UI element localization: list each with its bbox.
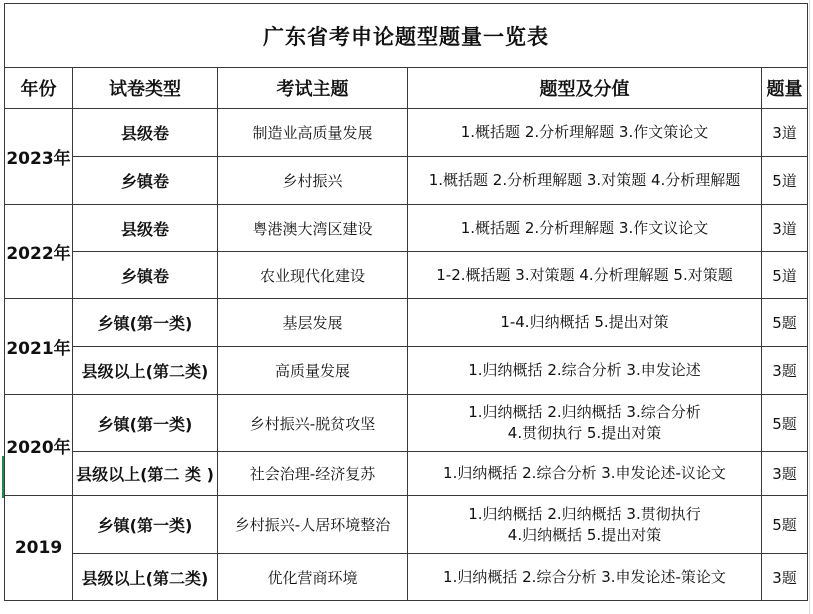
year-cell: 2020年 bbox=[5, 395, 73, 496]
paper-type-cell: 县级卷 bbox=[73, 109, 218, 157]
question-types-cell bbox=[408, 299, 762, 347]
theme-cell: 乡村振兴 bbox=[218, 157, 408, 205]
year-cell: 2023年 bbox=[5, 109, 73, 205]
header-paper-type: 试卷类型 bbox=[73, 68, 218, 109]
qt-line: 1.概括题 2.分析理解题 3.作文策论文 bbox=[460, 123, 709, 141]
paper-type-cell: 县级以上(第二 类 ) bbox=[73, 452, 218, 496]
paper-type-cell: 县级卷 bbox=[73, 205, 218, 252]
count-cell: 5题 bbox=[762, 299, 808, 347]
year-cell: 2019 bbox=[5, 496, 73, 601]
qt-line: 4.贯彻执行 5.提出对策 bbox=[507, 424, 662, 442]
question-types-cell bbox=[408, 347, 762, 395]
question-types-cell bbox=[408, 109, 762, 157]
count-cell: 5题 bbox=[762, 496, 808, 554]
question-types-cell bbox=[408, 452, 762, 496]
question-types-cell bbox=[408, 205, 762, 252]
exam-overview-table bbox=[4, 3, 808, 601]
qt-line: 1.归纳概括 2.归纳概括 3.综合分析 bbox=[468, 403, 701, 421]
count-cell: 5道 bbox=[762, 252, 808, 299]
qt-line: 1-2.概括题 3.对策题 4.分析理解题 5.对策题 bbox=[436, 265, 733, 284]
paper-type-cell: 乡镇(第一类) bbox=[73, 299, 218, 347]
qt-line: 1.归纳概括 2.综合分析 3.申发论述 bbox=[468, 361, 701, 379]
theme-cell: 乡村振兴-脱贫攻坚 bbox=[218, 395, 408, 452]
header-theme: 考试主题 bbox=[218, 68, 408, 109]
theme-cell: 基层发展 bbox=[218, 299, 408, 347]
header-year: 年份 bbox=[5, 68, 73, 109]
paper-type-cell: 县级以上(第二类) bbox=[73, 554, 218, 601]
table-title: 广东省考申论题型题量一览表 bbox=[5, 4, 808, 68]
count-cell: 3道 bbox=[762, 205, 808, 252]
theme-cell: 优化营商环境 bbox=[218, 554, 408, 601]
qt-line: 1.概括题 2.分析理解题 3.对策题 4.分析理解题 bbox=[428, 171, 741, 189]
sheet-gridline-right bbox=[809, 0, 810, 614]
question-types-cell bbox=[408, 496, 762, 554]
count-cell: 5题 bbox=[762, 395, 808, 452]
question-types-cell bbox=[408, 252, 762, 299]
paper-type-cell: 乡镇(第一类) bbox=[73, 496, 218, 554]
qt-line: 1.归纳概括 2.综合分析 3.申发论述-策论文 bbox=[443, 567, 726, 586]
count-cell: 3题 bbox=[762, 554, 808, 601]
qt-line: 1.概括题 2.分析理解题 3.作文议论文 bbox=[460, 218, 709, 237]
count-cell: 5道 bbox=[762, 157, 808, 205]
paper-type-cell: 县级以上(第二类) bbox=[73, 347, 218, 395]
theme-cell: 粤港澳大湾区建设 bbox=[218, 205, 408, 252]
question-types-cell bbox=[408, 157, 762, 205]
qt-line: 4.归纳概括 5.提出对策 bbox=[507, 525, 662, 544]
theme-cell: 高质量发展 bbox=[218, 347, 408, 395]
theme-cell: 乡村振兴-人居环境整治 bbox=[218, 496, 408, 554]
header-question-types: 题型及分值 bbox=[408, 68, 762, 109]
count-cell: 3题 bbox=[762, 452, 808, 496]
theme-cell: 社会治理-经济复苏 bbox=[218, 452, 408, 496]
count-cell: 3道 bbox=[762, 109, 808, 157]
theme-cell: 制造业高质量发展 bbox=[218, 109, 408, 157]
theme-cell: 农业现代化建设 bbox=[218, 252, 408, 299]
paper-type-cell: 乡镇卷 bbox=[73, 252, 218, 299]
paper-type-cell: 乡镇卷 bbox=[73, 157, 218, 205]
header-count: 题量 bbox=[762, 68, 808, 109]
question-types-cell bbox=[408, 554, 762, 601]
qt-line: 1.归纳概括 2.归纳概括 3.贯彻执行 bbox=[468, 504, 701, 523]
year-cell: 2022年 bbox=[5, 205, 73, 299]
qt-line: 1.归纳概括 2.综合分析 3.申发论述-议论文 bbox=[443, 464, 726, 482]
year-cell: 2021年 bbox=[5, 299, 73, 395]
count-cell: 3题 bbox=[762, 347, 808, 395]
question-types-cell bbox=[408, 395, 762, 452]
paper-type-cell: 乡镇(第一类) bbox=[73, 395, 218, 452]
qt-line: 1-4.归纳概括 5.提出对策 bbox=[500, 313, 669, 331]
